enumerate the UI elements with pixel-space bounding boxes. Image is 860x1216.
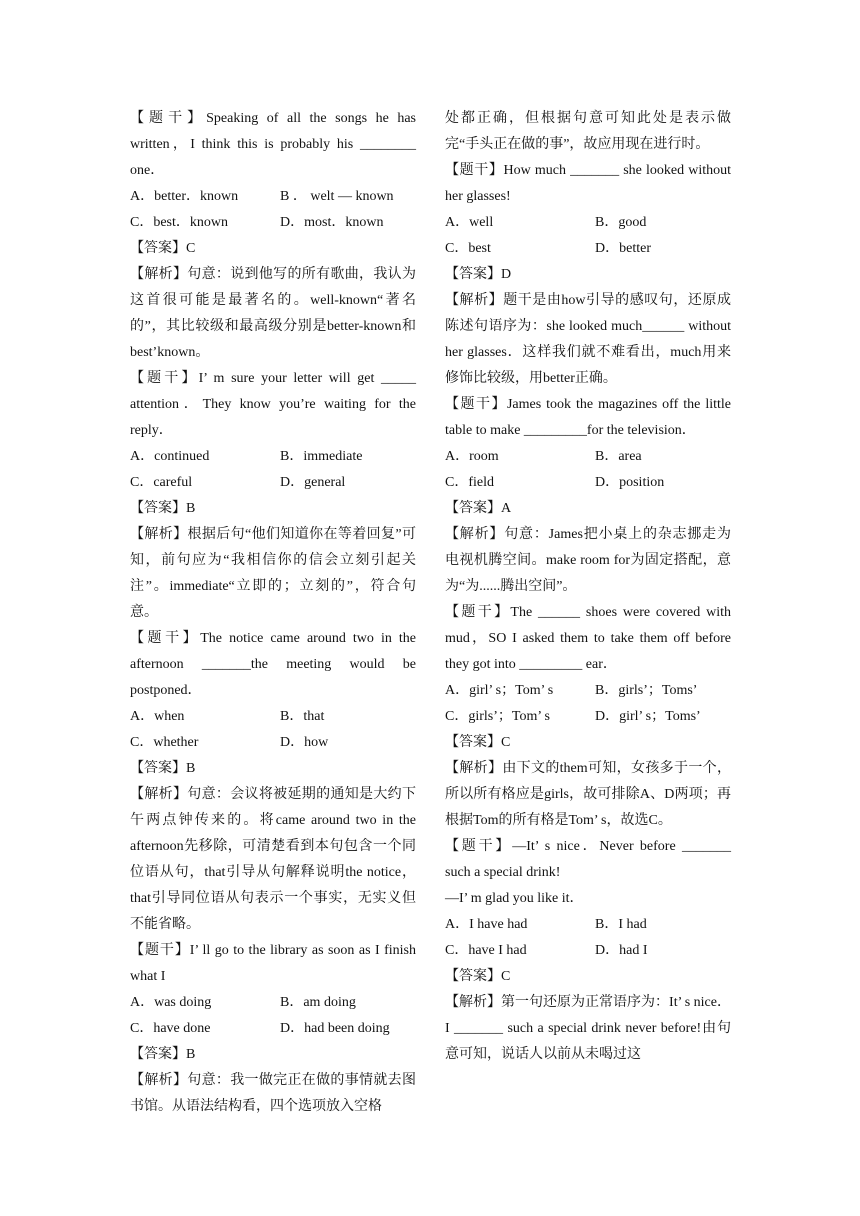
option-text: C．have I had <box>445 943 527 958</box>
paragraph: 【答案】C <box>130 241 196 256</box>
option-text: D．had been doing <box>280 1021 390 1036</box>
option-text: B．girls’；Toms’ <box>595 683 698 698</box>
paragraph: 【题干】The notice came around two in the afternoon _______the meeting would be postponed． <box>130 631 416 698</box>
option-row <box>130 470 416 496</box>
option-row <box>445 704 731 730</box>
paragraph: 【答案】C <box>445 735 511 750</box>
option-row <box>445 210 731 236</box>
option-text: C．field <box>445 475 494 490</box>
option-text: B．immediate <box>280 449 363 464</box>
paragraph: 【解析】句意：我一做完正在做的事情就去图书馆。从语法结构看，四个选项放入空格 <box>130 1073 416 1114</box>
paragraph: 【解析】句意：James把小桌上的杂志挪走为电视机腾空间。make room for为固定搭配，意为“为......腾出空间”。 <box>445 527 731 594</box>
paragraph: 【题干】James took the magazines off the little table to make _________for the television． <box>445 397 731 438</box>
option-row <box>130 704 416 730</box>
option-text: D．girl’ s；Toms’ <box>595 709 701 724</box>
option-text: C．have done <box>130 1021 211 1036</box>
option-text: D．how <box>280 735 329 750</box>
option-text: C．girls’；Tom’ s <box>445 709 550 724</box>
option-text: B．area <box>595 449 642 464</box>
option-row <box>445 912 731 938</box>
option-row <box>445 470 731 496</box>
option-row <box>130 990 416 1016</box>
paragraph: 【答案】D <box>445 267 512 282</box>
option-text: A．room <box>445 449 499 464</box>
paragraph: 【答案】A <box>445 501 512 516</box>
option-row <box>130 444 416 470</box>
option-text: A．continued <box>130 449 210 464</box>
option-row <box>445 938 731 964</box>
option-text: C．careful <box>130 475 193 490</box>
option-text: D．most．known <box>280 215 384 230</box>
paragraph: 【解析】根据后句“他们知道你在等着回复”可知，前句应为“我相信你的信会立刻引起关注”。immediate“立即的；立刻的”，符合句意。 <box>130 527 416 620</box>
paragraph: 【题干】I’ ll go to the library as soon as I finish what I <box>130 943 416 984</box>
option-text: D．better <box>595 241 651 256</box>
paragraph: 【答案】B <box>130 1047 196 1062</box>
paragraph: 【题干】How much _______ she looked without her glasses! <box>445 163 731 204</box>
paragraph: 【题干】I’ m sure your letter will get _____ attention．They know you’re waiting for the reply． <box>130 371 416 438</box>
option-text: A．girl’ s；Tom’ s <box>445 683 554 698</box>
paragraph: 【解析】题干是由how引导的感叹句，还原成陈述句语序为：she looked much______ without her glasses．这样我们就不难看出，much用来修饰比较级，用better正确。 <box>445 293 731 386</box>
option-text: B ． welt — known <box>280 189 394 204</box>
option-text: C．whether <box>130 735 199 750</box>
paragraph: —I’ m glad you like it． <box>445 891 584 906</box>
option-text: A．was doing <box>130 995 212 1010</box>
paragraph: 【答案】B <box>130 501 196 516</box>
paragraph: 【解析】第一句还原为正常语序为：It’ s nice．I _______ such a special drink never before!由句意可知，说话人以前从未喝过这 <box>445 995 731 1062</box>
option-row <box>130 730 416 756</box>
option-text: B．am doing <box>280 995 356 1010</box>
option-text: A．I have had <box>445 917 528 932</box>
paragraph: 【解析】由下文的them可知，女孩多于一个，所以所有格应是girls，故可排除A、D两项；再根据Tom的所有格是Tom’ s，故选C。 <box>445 761 731 828</box>
option-text: A．well <box>445 215 494 230</box>
option-row <box>130 184 416 210</box>
option-row <box>130 210 416 236</box>
option-text: A．better．known <box>130 189 239 204</box>
option-row <box>130 1016 416 1042</box>
option-text: D．had I <box>595 943 648 958</box>
paragraph: 【答案】B <box>130 761 196 776</box>
option-text: D．position <box>595 475 665 490</box>
right-column <box>445 106 731 1068</box>
option-text: B．I had <box>595 917 647 932</box>
option-text: A．when <box>130 709 185 724</box>
left-column <box>130 106 416 1120</box>
paragraph: 【解析】句意：说到他写的所有歌曲，我认为这首很可能是最著名的。well-known“著名的”，其比较级和最高级分别是better-known和best’known。 <box>130 267 416 360</box>
paragraph: 处都正确，但根据句意可知此处是表示做完“手头正在做的事”，故应用现在进行时。 <box>445 111 731 152</box>
paragraph: 【题干】Speaking of all the songs he has written，I think this is probably his ________ one． <box>130 111 416 178</box>
paragraph: 【答案】C <box>445 969 511 984</box>
option-text: B．that <box>280 709 325 724</box>
option-row <box>445 236 731 262</box>
paragraph: 【题干】—It’ s nice．Never before _______ such a special drink! <box>445 839 731 880</box>
option-row <box>445 678 731 704</box>
option-text: C．best．known <box>130 215 228 230</box>
option-text: D．general <box>280 475 346 490</box>
paragraph: 【解析】句意：会议将被延期的通知是大约下午两点钟传来的。将came around two in the afternoon先移除，可清楚看到本句包含一个同位语从句，that引导从句解释说明the notice，that引导同位语从句表示一个事实，无实义但不能省略。 <box>130 787 416 932</box>
option-row <box>445 444 731 470</box>
option-text: B．good <box>595 215 647 230</box>
paragraph: 【题干】The ______ shoes were covered with mud，SO I asked them to take them off before they got into _________ ear． <box>445 605 731 672</box>
option-text: C．best <box>445 241 491 256</box>
